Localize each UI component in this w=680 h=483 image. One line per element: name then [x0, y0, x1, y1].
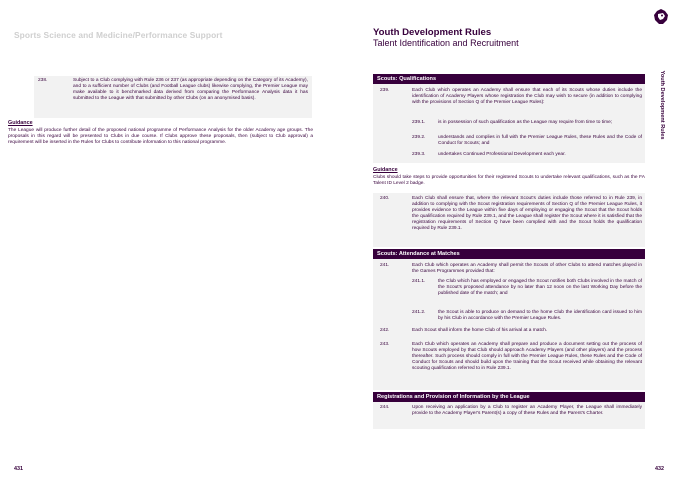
rule-number: 239.2. [412, 135, 426, 140]
right-page-subtitle: Talent Identification and Recruitment [373, 38, 519, 48]
left-page-number: 431 [14, 466, 23, 472]
rule-number: 240. [380, 196, 390, 201]
side-tab-label: Youth Development Rules [659, 70, 665, 140]
rule-243 [380, 342, 642, 388]
rule-244 [380, 405, 642, 425]
right-guidance-text: Clubs should take steps to provide opportunities for their registered Scouts to undertake relevant qualifications, such as the FA Talent ID Level 2 badge. [373, 175, 645, 186]
side-tab [656, 60, 668, 150]
right-guidance-heading: Guidance [373, 167, 398, 173]
section-header-scouts-attendance: Scouts: Attendance at Matches [373, 249, 645, 259]
rule-number: 241.1. [412, 279, 426, 284]
rule-241-1 [412, 279, 642, 305]
rule-text: the Club which has employed or engaged the Scout notifies both Clubs involved in the match of the Scout's proposed attendance by no later than 12 noon on the last Working Day before the published date of the match; and [438, 279, 642, 296]
rule-number: 238. [38, 78, 48, 83]
left-page-title: Sports Science and Medicine/Performance Support [14, 30, 223, 40]
section-header-scouts-qualifications: Scouts: Qualifications [373, 74, 645, 84]
rule-242 [380, 328, 642, 336]
rule-number: 242. [380, 328, 390, 333]
rule-text: undertakes Continued Professional Development each year. [438, 152, 566, 157]
lion-logo-icon [652, 8, 670, 26]
rule-number: 243. [380, 342, 390, 347]
rule-238 [38, 78, 308, 118]
rule-text: Each Scout shall inform the home Club of his arrival at a match. [412, 328, 548, 333]
rule-number: 239.3. [412, 152, 426, 157]
rule-241 [380, 263, 642, 277]
rule-number: 241.2. [412, 310, 426, 315]
rule-text: Each Club which operates an Academy shall ensure that each of its Scouts whose duties include the identification of Academy Players whose registration the Club may wish to secure (in addition to complying with the provisions of Section Q of the Premier League Rules): [412, 88, 642, 105]
section-header-registrations: Registrations and Provision of Information by the League [373, 392, 645, 402]
rule-text: Each Club which operates an Academy shall permit the Scouts of other Clubs to attend matches played in the Games Programmes provided that: [412, 263, 642, 274]
rule-text: the Scout is able to produce on demand to the home Club the identification card issued to him by his Club in accordance with the Premier League Rules. [438, 310, 642, 321]
rule-239-1 [412, 120, 642, 132]
rule-number: 239. [380, 88, 390, 93]
rule-text: Subject to a Club complying with Rule 236 or 237 (as appropriate depending on the Category of its Academy), and to a sufficient number of Clubs (and Football League clubs) likewise complying, the Premier League may make available to it benchmarked data derived from comparing the Performance Analysis data it has submitted to the League with that submitted by other Clubs (on an anonymised basis). [73, 78, 308, 101]
rule-241-2 [412, 310, 642, 324]
rule-number: 239.1. [412, 120, 426, 125]
rule-239-3 [412, 152, 642, 160]
rule-text: understands and complies in full with the Premier League Rules, these Rules and the Code of Conduct for Scouts; and [438, 135, 642, 146]
rule-number: 244. [380, 405, 390, 410]
rule-number: 241. [380, 263, 390, 268]
right-page-number: 432 [655, 466, 664, 472]
rule-text: is in possession of such qualification as the League may require from time to time; [438, 120, 613, 125]
left-guidance-text: The League will produce further detail of the proposed national programme of Performance Analysis for the older Academy age groups. The proposals in this regard will be presented to Clubs in due course. If Clubs approve these proposals, then (subject to Club approval) a requirement will be inserted in the Rules for Clubs to contribute information to this national programme. [8, 128, 313, 145]
rule-239 [380, 88, 642, 118]
rule-239-2 [412, 135, 642, 147]
right-page-title: Youth Development Rules [373, 27, 492, 38]
rule-240 [380, 196, 642, 246]
rule-text: Each Club shall ensure that, where the relevant Scout's duties include those referred to in Rule 239, in addition to complying with the Scout registration requirements of Section Q of the Premier League Rules, it provides evidence to the League within five days of employing or engaging the Scout that the Scout holds the qualification required by Rule 239.1, and the League shall register the Scout where it is satisfied that the registration requirements of Section Q have been complied with and the Scout holds the qualification required by Rule 239.1. [412, 196, 642, 231]
rule-text: Each Club which operates an Academy shall prepare and produce a document setting out the process of how Scouts employed by that Club should approach Academy Players (and other players) and the process thereafter. Such process should comply in full with the Premier League Rules, these Rules and the Code of Conduct for Scouts and should build upon the training that the Scout received while obtaining the relevant scouting qualification referred to in Rule 239.1. [412, 342, 642, 371]
rule-text: Upon receiving an application by a Club to register an Academy Player, the League shall immediately provide to the Academy Player's Parent(s) a copy of these Rules and the Parent's Charter. [412, 405, 642, 416]
left-guidance-heading: Guidance [8, 120, 33, 126]
